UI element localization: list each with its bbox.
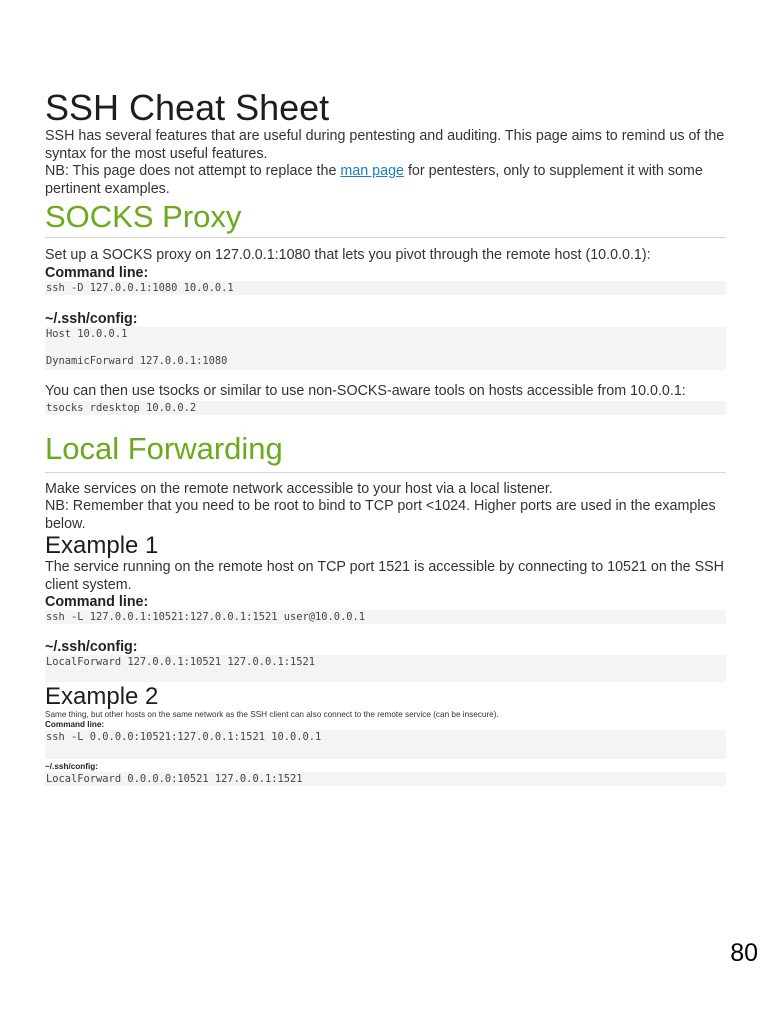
example-1-command-label: Command line: — [45, 594, 149, 610]
document-page — [45, 88, 726, 786]
local-forwarding-heading: Local Forwarding — [45, 430, 283, 466]
socks-config-code: Host 10.0.0.1 DynamicForward 127.0.0.1:1080 — [45, 327, 726, 371]
example-2-command-code: ssh -L 0.0.0.0:10521:127.0.0.1:1521 10.0.0.1 — [45, 730, 726, 759]
socks-then-text: You can then use tsocks or similar to use non-SOCKS-aware tools on hosts accessible from 10.0.0.1: — [45, 383, 686, 399]
example-2-command-label: Command line: — [45, 720, 105, 729]
example-1-description: The service running on the remote host on TCP port 1521 is accessible by connecting to 10521 on the SSH client system. — [45, 559, 724, 593]
example-2-heading: Example 2 — [45, 683, 159, 710]
socks-heading-block — [45, 199, 726, 238]
intro-nb-text-after: for pentesters, only to supplement it with some pertinent examples. — [45, 163, 703, 197]
example-1-config-code: LocalForward 127.0.0.1:10521 127.0.0.1:1521 — [45, 655, 726, 682]
socks-config-label: ~/.ssh/config: — [45, 310, 138, 327]
socks-description: Set up a SOCKS proxy on 127.0.0.1:1080 that lets you pivot through the remote host (10.0.0.1): — [45, 247, 651, 263]
intro-nb-paragraph — [45, 163, 726, 198]
socks-command-code: ssh -D 127.0.0.1:1080 10.0.0.1 — [45, 281, 726, 295]
page-number: 80 — [730, 939, 758, 967]
example-2-config-label: ~/.ssh/config: — [45, 762, 98, 771]
page-title: SSH Cheat Sheet — [45, 87, 330, 128]
tsocks-code: tsocks rdesktop 10.0.0.2 — [45, 401, 726, 415]
socks-command-label: Command line: — [45, 264, 149, 281]
intro-paragraph: SSH has several features that are useful during pentesting and auditing. This page aims to remind us of the syntax for the most useful features. — [45, 128, 725, 162]
example-1-heading: Example 1 — [45, 532, 159, 559]
example-1-config-label: ~/.ssh/config: — [45, 639, 138, 655]
socks-heading: SOCKS Proxy — [45, 199, 242, 234]
local-description-2: NB: Remember that you need to be root to bind to TCP port <1024. Higher ports are used in the examples below. — [45, 498, 716, 532]
local-description-1: Make services on the remote network accessible to your host via a local listener. — [45, 480, 553, 497]
intro-nb-text-before: NB: This page does not attempt to replace the — [45, 163, 341, 179]
local-heading-block — [45, 431, 726, 473]
example-1-command-code: ssh -L 127.0.0.1:10521:127.0.0.1:1521 user@10.0.0.1 — [45, 610, 726, 624]
example-2-description: Same thing, but other hosts on the same network as the SSH client can also connect to the remote service (can be insecure). — [45, 710, 499, 719]
example-2-config-code: LocalForward 0.0.0.0:10521 127.0.0.1:1521 — [45, 772, 726, 786]
man-page-link[interactable]: man page — [340, 163, 404, 179]
